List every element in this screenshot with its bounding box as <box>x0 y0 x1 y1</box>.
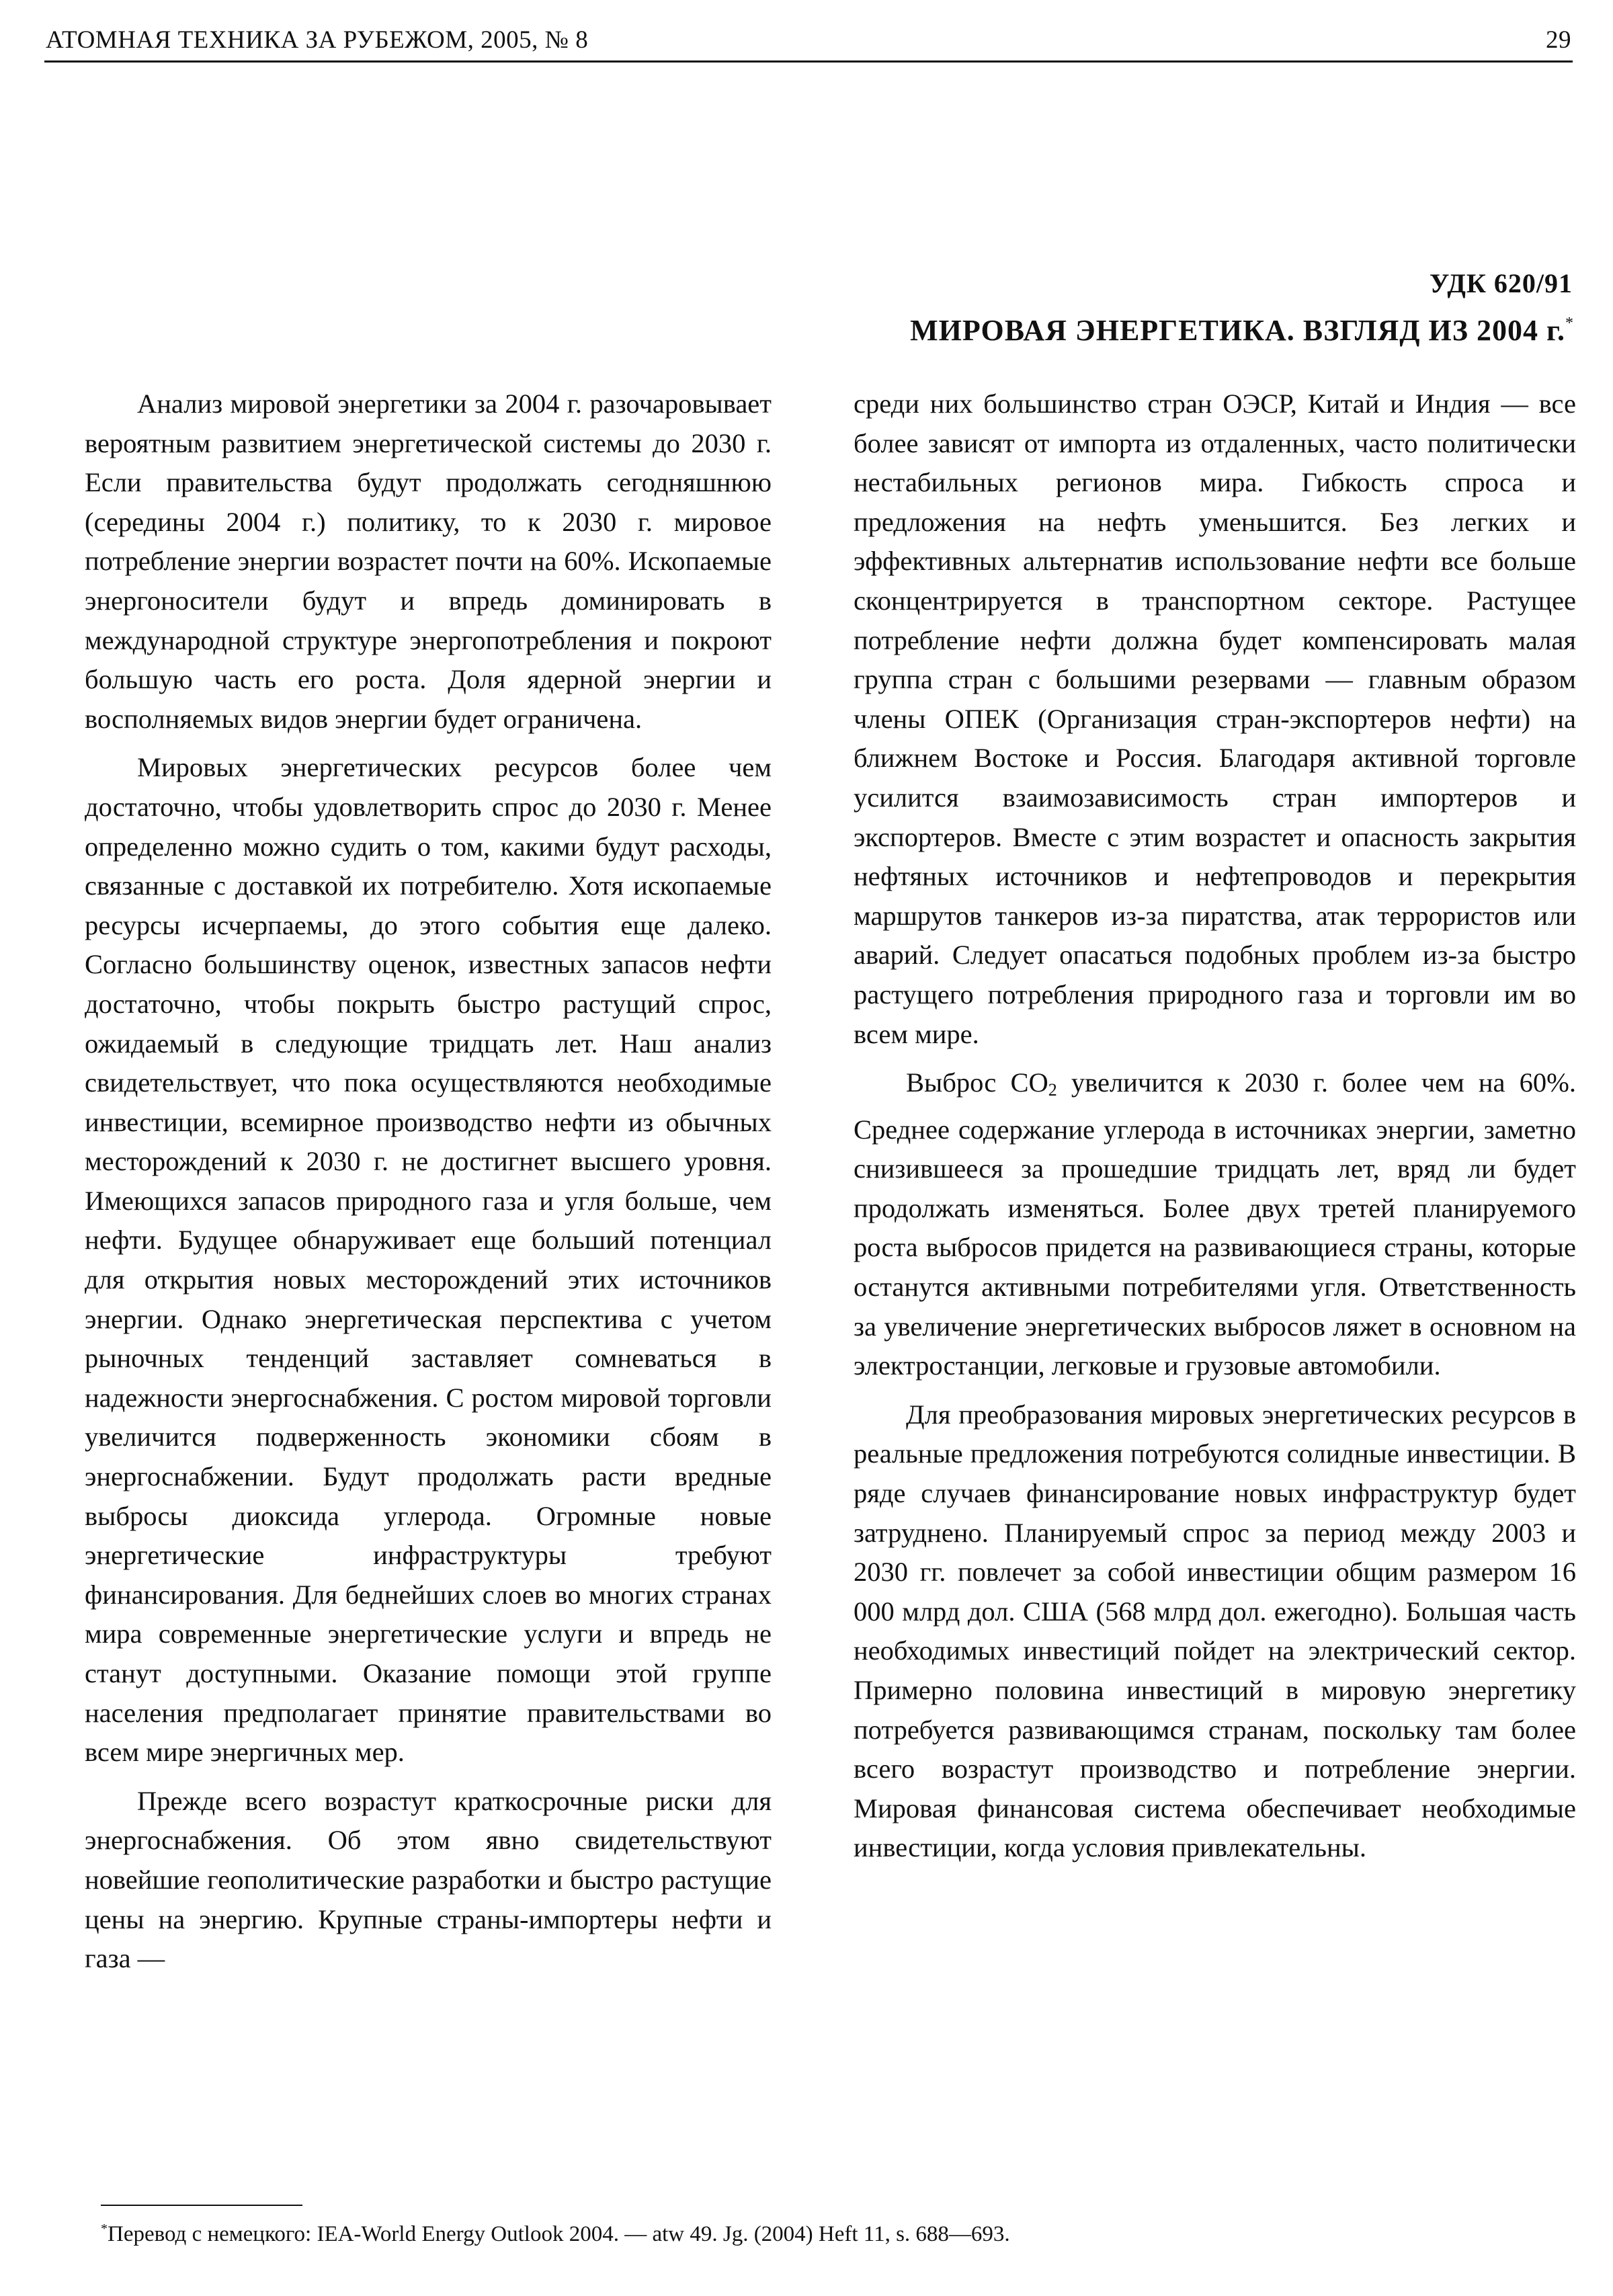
paragraph: Анализ мировой энергетики за 2004 г. разочаровывает вероятным развитием энергетической системы до 2030 г. Если правительства будут продолжать сегодняшнюю (середины 2004 г.) политику, то к 2030 г. мировое потребление энергии возрастет почти на 60%. Ископаемые энергоносители будут и впредь доминировать в международной структуре энергопотребления и покроют большую часть его роста. Доля ядерной энергии и восполняемых видов энергии будет ограничена. <box>85 388 772 734</box>
co2-text-rest: увеличится к 2030 г. более чем на 60%. Среднее содержание углерода в источниках энергии, заметно снизившееся за прошедшие тридцать лет, вряд ли будет продолжать изменяться. Более двух третей планируемого роста выбросов придется на развивающиеся страны, которые останутся активными потребителями угля. Ответственность за увеличение энергетических выбросов ляжет в основном на электростанции, легковые и грузовые автомобили. <box>854 1067 1576 1381</box>
paragraph: Для преобразования мировых энергетических ресурсов в реальные предложения потребуются солидные инвестиции. В ряде случаев финансирование новых инфраструктур будет затруднено. Планируемый спрос за период между 2003 и 2030 гг. повлечет за собой инвестиции общим размером 16 000 млрд дол. США (568 млрд дол. ежегодно). Большая часть необходимых инвестиций пойдет на электрический сектор. Примерно половина инвестиций в мировую энергетику потребуется развивающимся странам, поскольку там более всего возрастут производство и потребление энергии. Мировая финансовая система обеспечивает необходимые инвестиции, когда условия привлекательны. <box>854 1399 1576 1863</box>
header-rule <box>44 60 1573 63</box>
udk-code: УДК 620/91 <box>1430 268 1573 298</box>
paragraph: Прежде всего возрастут краткосрочные риски для энергоснабжения. Об этом явно свидетельствуют новейшие геополитические разработки и быстро растущие цены на энергию. Крупные страны-импортеры нефти и газа — <box>85 1785 772 1974</box>
footnote <box>101 2214 1010 2249</box>
co2-subscript: 2 <box>1048 1080 1057 1100</box>
page-number: 29 <box>1546 26 1571 54</box>
paragraph: среди них большинство стран ОЭСР, Китай и Индия — все более зависят от импорта из отдаленных, часто политически нестабильных регионов мира. Гибкость спроса и предложения на нефть уменьшится. Без легких и эффективных альтернатив использование нефти все больше сконцентрируется в транспортном секторе. Растущее потребление нефти должна будет компенсировать малая группа стран с большими резервами — главным образом члены ОПЕК (Организация стран-экспортеров нефти) на ближнем Востоке и Россия. Благодаря активной торговле усилится взаимозависимость стран импортеров и экспортеров. Вместе с этим возрастет и опасность закрытия нефтяных источников и нефтепроводов и перекрытия маршрутов танкеров из-за пиратства, атак террористов или аварий. Следует опасаться подобных проблем из-за быстро растущего потребления природного газа и торговли им во всем мире. <box>854 388 1576 1049</box>
article-title-text: МИРОВАЯ ЭНЕРГЕТИКА. ВЗГЛЯД ИЗ 2004 г. <box>910 314 1565 347</box>
journal-title: АТОМНАЯ ТЕХНИКА ЗА РУБЕЖОМ, 2005, № 8 <box>46 26 589 54</box>
article-title <box>910 313 1574 347</box>
paragraph-co2 <box>854 1063 1576 1386</box>
co2-text-start: Выброс CO <box>906 1067 1048 1098</box>
title-footnote-mark: * <box>1565 315 1574 332</box>
footnote-rule <box>101 2205 302 2206</box>
footnote-mark: * <box>101 2221 108 2236</box>
paragraph: Мировых энергетических ресурсов более чем достаточно, чтобы удовлетворить спрос до 2030 г. Менее определенно можно судить о том, какими будут расходы, связанные с доставкой их потребителю. Хотя ископаемые ресурсы исчерпаемы, до этого события еще далеко. Согласно большинству оценок, известных запасов нефти достаточно, чтобы покрыть быстро растущий спрос, ожидаемый в следующие тридцать лет. Наш анализ свидетельствует, что пока осуществляются необходимые инвестиции, всемирное производство нефти из обычных месторождений к 2030 г. не достигнет высшего уровня. Имеющихся запасов природного газа и угля больше, чем нефти. Будущее обнаруживает еще больший потенциал для открытия новых месторождений этих источников энергии. Однако энергетическая перспектива с учетом рыночных тенденций заставляет сомневаться в надежности энергоснабжения. С ростом мировой торговли увеличится подверженность экономики сбоям в энергоснабжении. Будут продолжать расти вредные выбросы диоксида углерода. Огромные новые энергетические инфраструктуры требуют финансирования. Для беднейших слоев во многих странах мира современные энергетические услуги и впредь не станут доступными. Оказание помощи этой группе населения предполагает принятие правительствами во всем мире энергичных мер. <box>85 752 772 1768</box>
footnote-text: Перевод с немецкого: IEA-World Energy Outlook 2004. — atw 49. Jg. (2004) Heft 11, s. 688—693. <box>108 2222 1010 2246</box>
right-column <box>854 384 1576 1868</box>
left-column <box>85 384 772 1979</box>
